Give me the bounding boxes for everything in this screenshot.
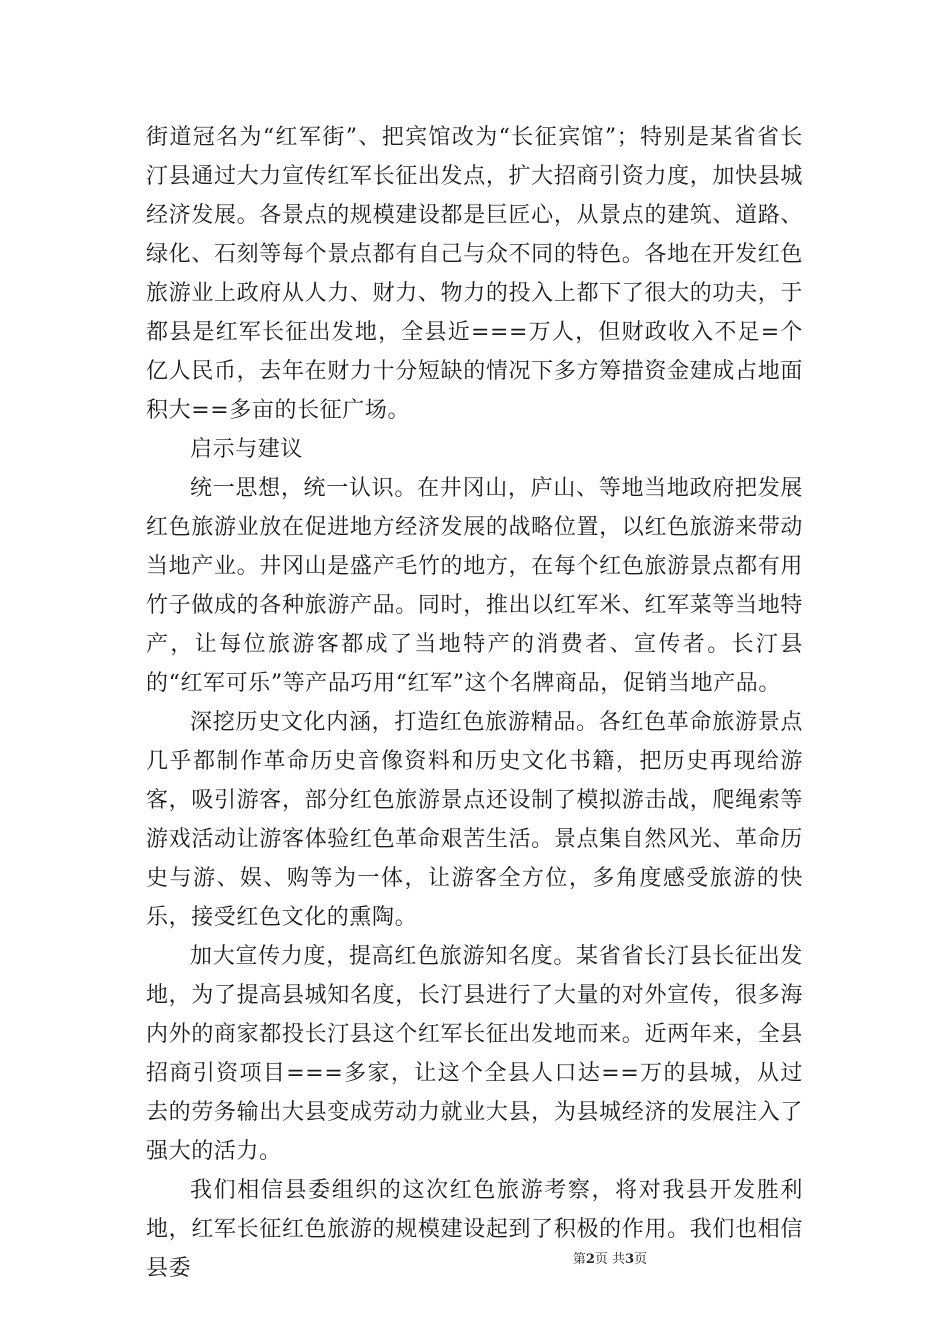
- paragraph-1: 街道冠名为“红军街”、把宾馆改为“长征宾馆”；特别是某省省长汀县通过大力宣传红军长征出发点，扩大招商引资力度，加快县城经济发展。各景点的规模建设都是巨匠心，从景点的建筑、道路、绿化、石刻等每个景点都有自己与众不同的特色。各地在开发红色旅游业上政府从人力、财力、物力的投入上都下了很大的功夫，于都县是红军长征出发地，全县近===万人，但财政收入不足=个亿人民币，去年在财力十分短缺的情况下多方筹措资金建成占地面积大==多亩的长征广场。: [146, 125, 803, 423]
- section-heading: 启示与建议: [190, 437, 304, 462]
- footer-prefix: 第: [572, 1252, 586, 1267]
- paragraph-5: 我们相信县委组织的这次红色旅游考察，将对我县开发胜利地，红军长征红色旅游的规模建设起到了积极的作用。我们也相信县委: [146, 1178, 803, 1281]
- page-footer: [0, 1248, 950, 1267]
- total-page-number: 3: [625, 1252, 635, 1267]
- footer-suffix: 页: [634, 1252, 648, 1267]
- footer-middle: 页 共: [594, 1252, 626, 1267]
- document-body: [146, 118, 803, 1288]
- paragraph-4: 加大宣传力度，提高红色旅游知名度。某省省长汀县长征出发地，为了提高县城知名度，长汀县进行了大量的对外宣传，很多海内外的商家都投长汀县这个红军长征出发地而来。近两年来，全县招商引资项目===多家，让这个全县人口达==万的县城，从过去的劳务输出大县变成劳动力就业大县，为县城经济的发展注入了强大的活力。: [146, 944, 803, 1164]
- paragraph-2: 统一思想，统一认识。在井冈山，庐山、等地当地政府把发展红色旅游业放在促进地方经济发展的战略位置，以红色旅游来带动当地产业。井冈山是盛产毛竹的地方，在每个红色旅游景点都有用竹子做成的各种旅游产品。同时，推出以红军米、红军菜等当地特产，让每位旅游客都成了当地特产的消费者、宣传者。长汀县的“红军可乐”等产品巧用“红军”这个名牌商品，促销当地产品。: [146, 476, 803, 696]
- current-page-number: 2: [585, 1252, 595, 1267]
- paragraph-3: 深挖历史文化内涵，打造红色旅游精品。各红色革命旅游景点几乎都制作革命历史音像资料和历史文化书籍，把历史再现给游客，吸引游客，部分红色旅游景点还设制了模拟游击战，爬绳索等游戏活动让游客体验红色革命艰苦生活。景点集自然风光、革命历史与游、娱、购等为一体，让游客全方位，多角度感受旅游的快乐，接受红色文化的熏陶。: [146, 710, 803, 930]
